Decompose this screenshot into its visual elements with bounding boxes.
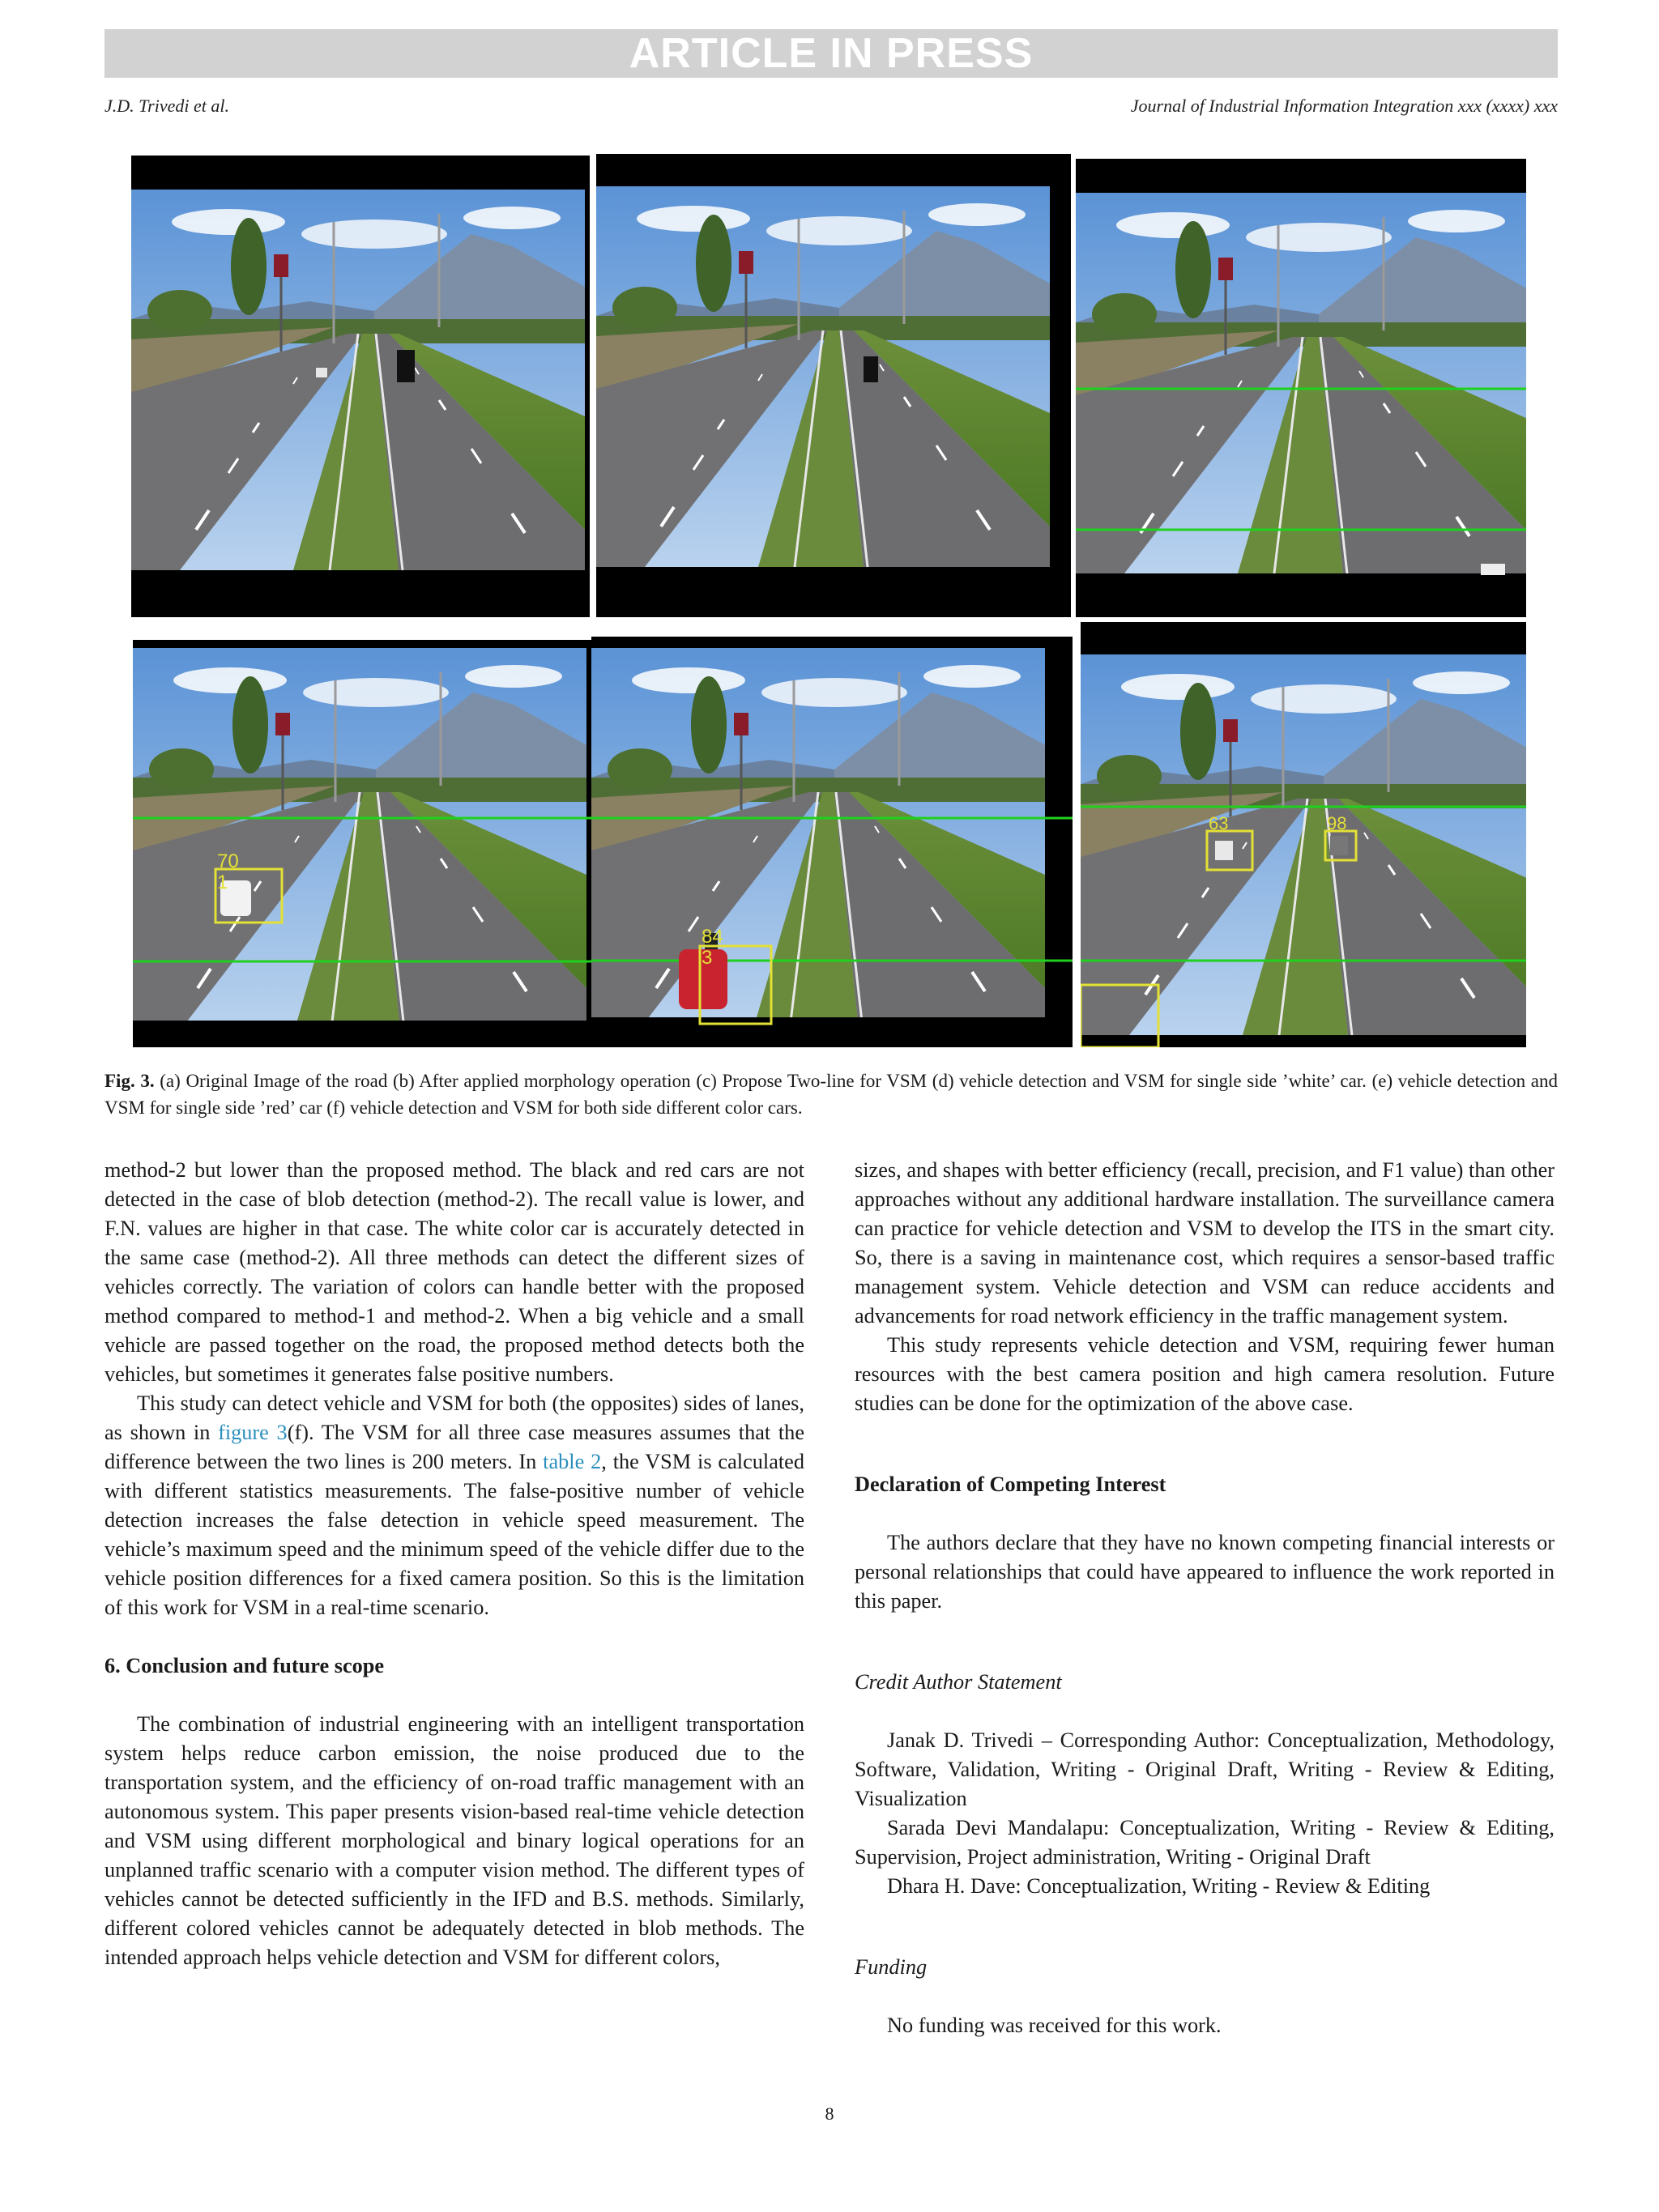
- figure-3-link[interactable]: figure 3: [218, 1421, 288, 1444]
- page-number: 8: [825, 2103, 834, 2124]
- panel-e-red-car: [591, 637, 1073, 1047]
- running-header-authors: J.D. Trivedi et al.: [104, 96, 229, 116]
- vehicle-speed-label-right: 98: [1327, 813, 1347, 833]
- figure-caption: [104, 1068, 1558, 1121]
- paragraph-text: (f). The VSM for all three case measures assumes that the difference between the two lines is 200 meters. In: [104, 1421, 805, 1473]
- credit-entry: Janak D. Trivedi – Corresponding Author: Conceptualization, Methodology, Software, Validation, Writing - Original Draft, Writing - Review & Editing, Visualization: [855, 1728, 1555, 1810]
- figure-caption-label: Fig. 3.: [104, 1071, 155, 1091]
- figure-3: [131, 154, 1526, 1047]
- right-column: [855, 1156, 1555, 2040]
- paragraph-text: This study can detect vehicle and VSM for both (the opposites) sides of lanes, as shown in: [104, 1392, 804, 1444]
- vehicle-speed-label-left: 63: [1209, 813, 1229, 833]
- paragraph: No funding was received for this work.: [887, 2014, 1222, 2037]
- section-heading-declaration: Declaration of Competing Interest: [855, 1473, 1166, 1496]
- running-header-journal: Journal of Industrial Information Integration xxx (xxxx) xxx: [1130, 96, 1558, 116]
- panel-a-original: [131, 156, 590, 617]
- paragraph: The authors declare that they have no known competing financial interests or personal relationships that could have appeared to influence the work reported in this paper.: [855, 1531, 1555, 1613]
- panel-c-two-line: [1076, 159, 1526, 617]
- paragraph: method-2 but lower than the proposed method. The black and red cars are not detected in the case of blob detection (method-2). The recall value is lower, and F.N. values are higher in that case. The white color car is accurately detected in the same case (method-2). All three methods can detect the different sizes of vehicles correctly. The variation of colors can handle better with the proposed method compared to method-1 and method-2. When a big vehicle and a small vehicle are passed together on the road, the proposed method detects both the vehicles, but sometimes it generates false positive numbers.: [104, 1158, 804, 1386]
- paragraph: This study represents vehicle detection and VSM, requiring fewer human resources with the best camera position and high camera resolution. Future studies can be done for the optimization of the above case.: [855, 1333, 1555, 1415]
- credit-entry: Dhara H. Dave: Conceptualization, Writing - Review & Editing: [887, 1874, 1431, 1898]
- left-column: [104, 1156, 804, 1972]
- panel-f-both-sides: [1081, 622, 1526, 1047]
- paragraph: sizes, and shapes with better efficiency (recall, precision, and F1 value) than other approaches without any additional hardware installation. The surveillance camera can practice for vehicle detection and VSM to develop the ITS in the smart city. So, there is a saving in maintenance cost, which requires a sensor-based traffic management system. Vehicle detection and VSM can reduce accidents and advancements for road network efficiency in the traffic management system.: [855, 1158, 1555, 1328]
- figure-caption-text: (a) Original Image of the road (b) After applied morphology operation (c) Propose Two-line for VSM (d) vehicle detection and VSM for single side ’white’ car. (e) vehicle detection and VSM for single side ’red’ car (f) vehicle detection and VSM for both side different color cars.: [104, 1071, 1558, 1118]
- table-2-link[interactable]: table 2: [543, 1450, 602, 1473]
- paragraph-text: , the VSM is calculated with different statistics measurements. The false-positive number of vehicle detection increases the false detection in vehicle speed measurement. The vehicle’s maximum speed and the minimum speed of the vehicle differ due to the vehicle position differences for a fixed camera position. So this is the limitation of this work for VSM in a real-time scenario.: [104, 1450, 805, 1619]
- vehicle-id-label: 3: [702, 947, 713, 969]
- section-heading-credit: Credit Author Statement: [855, 1670, 1062, 1694]
- credit-entry: Sarada Devi Mandalapu: Conceptualization, Writing - Review & Editing, Supervision, Project administration, Writing - Original Draft: [855, 1816, 1555, 1869]
- panel-d-white-car: [133, 640, 591, 1047]
- panel-b-morphology: [596, 154, 1071, 617]
- paragraph: The combination of industrial engineering with an intelligent transportation system helps reduce carbon emission, the noise produced due to the transportation system, and the efficiency of on-road traffic management with an autonomous system. This paper presents vision-based real-time vehicle detection and VSM using different morphological and binary logical operations for an unplanned traffic scenario with a computer vision method. The different types of vehicles cannot be detected sufficiently in the IFD and B.S. methods. Similarly, different colored vehicles cannot be adequately detected in blob methods. The intended approach helps vehicle detection and VSM for different colors,: [104, 1712, 804, 1969]
- article-in-press-banner: ARTICLE IN PRESS: [104, 29, 1558, 78]
- paragraph: [104, 1389, 804, 1622]
- section-heading-funding: Funding: [855, 1955, 928, 1979]
- vehicle-speed-label: 70: [217, 850, 239, 872]
- vehicle-id-label: 1: [217, 872, 228, 893]
- section-heading-conclusion: 6. Conclusion and future scope: [104, 1654, 385, 1677]
- vehicle-speed-label: 84: [702, 926, 723, 948]
